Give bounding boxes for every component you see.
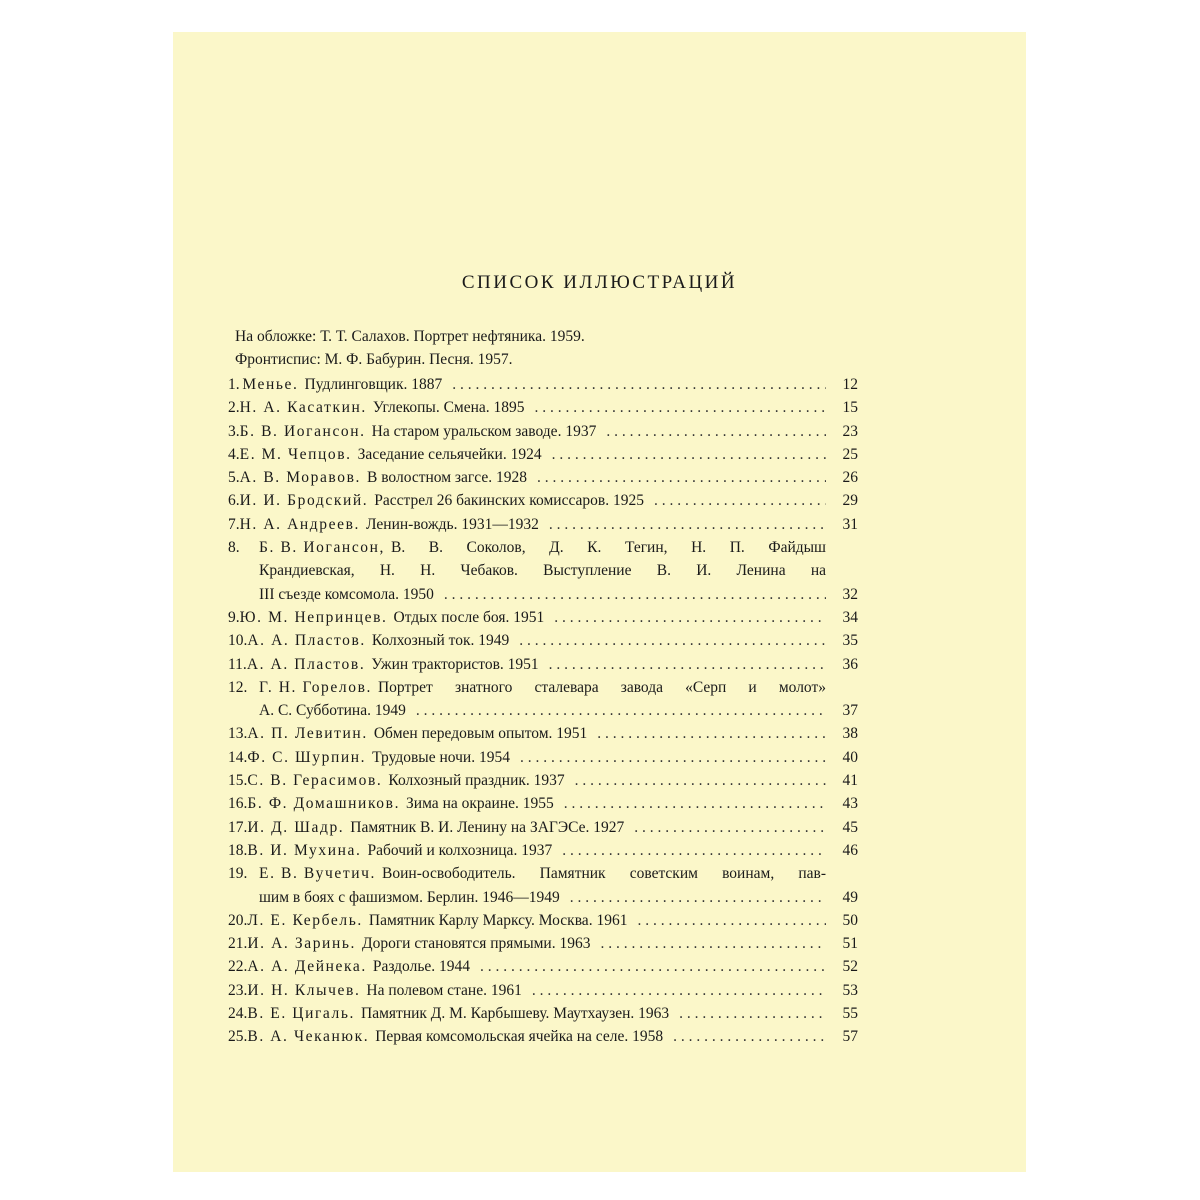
- entry-title: Обмен передовым опытом. 1951: [373, 725, 588, 743]
- list-item: [228, 1002, 858, 1025]
- list-item: [228, 932, 858, 955]
- entry-author: А. П. Левитин.: [247, 725, 368, 743]
- entry-first-line: [228, 653, 858, 676]
- book-page: [173, 32, 1026, 1172]
- entry-page-number: 40: [842, 748, 858, 766]
- list-item: [228, 513, 858, 536]
- entry-number: 18.: [228, 841, 248, 859]
- entry-author: Н. А. Андреев.: [239, 515, 360, 533]
- entry-page-number: 49: [842, 888, 858, 906]
- leader-dots: [600, 932, 826, 955]
- entry-page-number: 15: [842, 399, 858, 417]
- leader-dots: [654, 489, 826, 512]
- entry-page-number: 32: [842, 585, 858, 603]
- entry-title: Памятник Д. М. Карбышеву. Маутхаузен. 1963: [361, 1005, 670, 1023]
- list-item: [228, 373, 858, 396]
- leader-dots: [537, 466, 826, 489]
- entry-first-line: [228, 955, 858, 978]
- entry-first-line: [228, 746, 858, 769]
- cover-caption: На обложке: Т. Т. Салахов. Портрет нефтяника. 1959.: [235, 328, 585, 345]
- page-title: СПИСОК ИЛЛЮСТРАЦИЙ: [461, 272, 738, 293]
- entry-first-line: [228, 373, 858, 396]
- entry-author: Г. Н. Горелов.: [259, 678, 372, 696]
- entry-number: 23.: [228, 981, 248, 999]
- list-item: [228, 769, 858, 792]
- entry-first-line: [228, 676, 858, 699]
- entry-author: И. Д. Шадр.: [247, 818, 345, 836]
- entry-number: 3.: [228, 422, 240, 440]
- leader-dots: [452, 373, 826, 396]
- entry-title: На полевом стане. 1961: [366, 981, 522, 999]
- entry-author: А. А. Дейнека.: [247, 958, 367, 976]
- leader-dots: [416, 699, 826, 722]
- entry-first-line: [228, 443, 858, 466]
- entry-title: Углекопы. Смена. 1895: [372, 399, 525, 417]
- entry-author: В. Е. Цигаль.: [247, 1005, 356, 1023]
- list-item: [228, 955, 858, 978]
- entry-number: 24.: [228, 1005, 248, 1023]
- entry-number: 10.: [228, 632, 248, 650]
- leader-dots: [554, 606, 826, 629]
- leader-dots: [570, 886, 826, 909]
- list-item: [228, 536, 858, 606]
- list-item: [228, 420, 858, 443]
- entry-first-line: [228, 513, 858, 536]
- entry-page-number: 37: [842, 702, 858, 720]
- list-item: [228, 909, 858, 932]
- list-item: [228, 979, 858, 1002]
- leader-dots: [673, 1025, 826, 1048]
- entry-page-number: 57: [842, 1028, 858, 1046]
- entry-page-number: 25: [842, 445, 858, 463]
- entry-title: Крандиевская, Н. Н. Чебаков. Выступление В. И. Ленина на: [259, 562, 826, 580]
- entry-title: Раздолье. 1944: [372, 958, 471, 976]
- entry-first-line: [228, 722, 858, 745]
- leader-dots: [606, 420, 826, 443]
- entry-author: В. А. Чеканюк.: [247, 1028, 370, 1046]
- entry-title: Расстрел 26 бакинских комиссаров. 1925: [374, 492, 644, 510]
- entry-page-number: 38: [842, 725, 858, 743]
- entry-title: Колхозный праздник. 1937: [388, 772, 565, 790]
- entry-author: Н. А. Касаткин.: [239, 399, 367, 417]
- entry-number: 25.: [228, 1028, 248, 1046]
- entry-continuation-line: [228, 699, 858, 722]
- entry-first-line: [228, 862, 858, 885]
- entry-number: 17.: [228, 818, 248, 836]
- entry-first-line: [228, 396, 858, 419]
- leader-dots: [535, 396, 826, 419]
- entry-page-number: 43: [842, 795, 858, 813]
- leader-dots: [564, 792, 826, 815]
- entry-page-number: 50: [842, 911, 858, 929]
- entry-title: шим в боях с фашизмом. Берлин. 1946—1949: [259, 888, 560, 906]
- list-item: [228, 676, 858, 723]
- leader-dots: [532, 979, 826, 1002]
- entry-number: 13.: [228, 725, 248, 743]
- entry-first-line: [228, 1025, 858, 1048]
- leader-dots: [444, 583, 826, 606]
- entry-number: 16.: [228, 795, 248, 813]
- entry-number: 6.: [228, 492, 240, 510]
- entry-author: Б. В. Иогансон,: [259, 539, 386, 557]
- list-item: [228, 653, 858, 676]
- entry-page-number: 12: [842, 376, 858, 393]
- leader-dots: [562, 839, 826, 862]
- entry-title: Воин-освободитель. Памятник советским воинам, пав-: [382, 865, 826, 883]
- entry-number: 15.: [228, 772, 248, 790]
- entry-title: В. В. Соколов, Д. К. Тегин, Н. П. Файдыш: [391, 539, 826, 557]
- entry-author: А. В. Моравов.: [239, 469, 361, 487]
- list-item: [228, 862, 858, 909]
- list-item: [228, 722, 858, 745]
- entry-number: 11.: [228, 655, 247, 673]
- entry-author: В. И. Мухина.: [247, 841, 362, 859]
- list-item: [228, 839, 858, 862]
- entry-page-number: 23: [842, 422, 858, 440]
- entry-first-line: [228, 979, 858, 1002]
- entry-number: 2.: [228, 399, 240, 417]
- entry-author: А. А. Пластов.: [247, 632, 366, 650]
- entry-first-line: [228, 629, 858, 652]
- entry-author: И. А. Заринь.: [247, 935, 356, 953]
- entry-number: 14.: [228, 748, 248, 766]
- leader-dots: [549, 653, 826, 676]
- entry-title: Трудовые ночи. 1954: [372, 748, 510, 766]
- entry-number: 22.: [228, 958, 248, 976]
- entry-first-line: [228, 489, 858, 512]
- entry-page-number: 53: [842, 981, 858, 999]
- list-item: [228, 792, 858, 815]
- entry-number: 4.: [228, 445, 240, 463]
- entry-continuation-line: [228, 583, 858, 606]
- entry-title: Памятник В. И. Ленину на ЗАГЭСе. 1927: [350, 818, 625, 836]
- list-item: [228, 816, 858, 839]
- entry-author: И. И. Бродский.: [239, 492, 369, 510]
- entry-author: И. Н. Клычев.: [247, 981, 361, 999]
- entry-first-line: [228, 932, 858, 955]
- entry-author: Менье.: [242, 376, 299, 393]
- entry-title: Ленин-вождь. 1931—1932: [366, 515, 539, 533]
- entry-first-line: [228, 536, 858, 559]
- entry-title: На старом уральском заводе. 1937: [371, 422, 597, 440]
- entry-page-number: 51: [842, 935, 858, 953]
- entry-number: 5.: [228, 469, 240, 487]
- frontispiece-caption: Фронтиспис: М. Ф. Бабурин. Песня. 1957.: [235, 351, 513, 368]
- entry-author: Л. Е. Кербель.: [247, 911, 363, 929]
- entry-first-line: [228, 769, 858, 792]
- entry-page-number: 34: [842, 608, 858, 626]
- entry-title: Дороги становятся прямыми. 1963: [362, 935, 591, 953]
- entry-page-number: 36: [842, 655, 858, 673]
- entry-number: 12.: [228, 678, 248, 696]
- entry-author: А. А. Пластов.: [246, 655, 366, 673]
- leader-dots: [575, 769, 826, 792]
- entry-author: Б. В. Иогансон.: [239, 422, 366, 440]
- entry-title: Рабочий и колхозница. 1937: [367, 841, 553, 859]
- entry-title: Первая комсомольская ячейка на селе. 1958: [375, 1028, 664, 1046]
- entry-title: Зима на окраине. 1955: [406, 795, 554, 813]
- entry-first-line: [228, 792, 858, 815]
- entry-number: 8.: [228, 539, 240, 557]
- entry-title: Отдых после боя. 1951: [393, 608, 545, 626]
- entry-page-number: 26: [842, 469, 858, 487]
- entry-title: Портрет знатного сталевара завода «Серп и молот»: [377, 678, 826, 696]
- entry-page-number: 55: [842, 1005, 858, 1023]
- entry-title: Колхозный ток. 1949: [371, 632, 510, 650]
- entry-number: 21.: [228, 935, 248, 953]
- list-item: [228, 606, 858, 629]
- entry-title: Памятник Карлу Марксу. Москва. 1961: [368, 911, 628, 929]
- entry-page-number: 35: [842, 632, 858, 650]
- entry-title: Ужин трактористов. 1951: [371, 655, 539, 673]
- entry-title: Заседание сельячейки. 1924: [357, 445, 542, 463]
- entry-number: 9.: [228, 608, 240, 626]
- entry-first-line: [228, 466, 858, 489]
- entry-number: 20.: [228, 911, 248, 929]
- entry-page-number: 29: [842, 492, 858, 510]
- list-item: [228, 443, 858, 466]
- leader-dots: [679, 1002, 826, 1025]
- entry-author: Б. Ф. Домашников.: [247, 795, 401, 813]
- entry-continuation-line: [228, 559, 858, 582]
- entry-first-line: [228, 839, 858, 862]
- list-item: [228, 746, 858, 769]
- list-item: [228, 466, 858, 489]
- entry-page-number: 41: [842, 772, 858, 790]
- leader-dots: [519, 629, 826, 652]
- list-item: [228, 489, 858, 512]
- leader-dots: [480, 955, 826, 978]
- entry-title: Пудлинговщик. 1887: [304, 376, 443, 393]
- entry-number: 1.: [228, 376, 240, 393]
- entry-first-line: [228, 816, 858, 839]
- entry-title: В волостном загсе. 1928: [367, 469, 527, 487]
- entry-number: 19.: [228, 865, 248, 883]
- entry-author: Е. В. Вучетич.: [259, 865, 377, 883]
- entry-author: Ф. С. Шурпин.: [247, 748, 367, 766]
- entry-number: 7.: [228, 515, 240, 533]
- leader-dots: [634, 816, 826, 839]
- entry-author: Е. М. Чепцов.: [239, 445, 352, 463]
- entry-first-line: [228, 420, 858, 443]
- leader-dots: [520, 746, 826, 769]
- list-item: [228, 396, 858, 419]
- entry-page-number: 52: [842, 958, 858, 976]
- list-item: [228, 1025, 858, 1048]
- entry-author: Ю. М. Непринцев.: [239, 608, 388, 626]
- illustration-list: [228, 373, 858, 1049]
- entry-first-line: [228, 606, 858, 629]
- leader-dots: [637, 909, 826, 932]
- entry-page-number: 31: [842, 515, 858, 533]
- leader-dots: [549, 513, 826, 536]
- entry-first-line: [228, 1002, 858, 1025]
- entry-page-number: 45: [842, 818, 858, 836]
- entry-author: С. В. Герасимов.: [247, 772, 383, 790]
- entry-page-number: 46: [842, 841, 858, 859]
- entry-continuation-line: [228, 886, 858, 909]
- entry-title: А. С. Субботина. 1949: [259, 702, 406, 720]
- leader-dots: [552, 443, 826, 466]
- entry-first-line: [228, 909, 858, 932]
- leader-dots: [597, 722, 826, 745]
- entry-title: III съезде комсомола. 1950: [259, 585, 434, 603]
- list-item: [228, 629, 858, 652]
